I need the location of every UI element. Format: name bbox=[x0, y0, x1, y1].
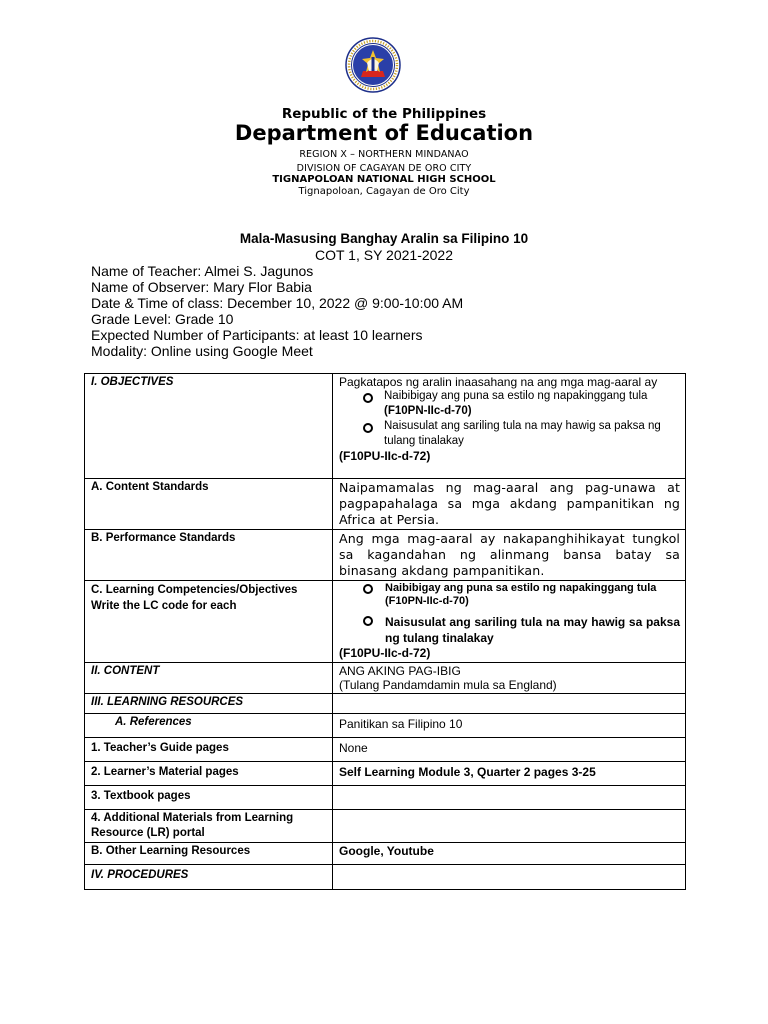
lesson-plan-table bbox=[84, 373, 686, 890]
competency-item bbox=[339, 582, 680, 608]
teacher-name: Name of Teacher: Almei S. Jagunos bbox=[91, 263, 314, 279]
table-row bbox=[85, 865, 686, 890]
lesson-plan-subtitle: COT 1, SY 2021-2022 bbox=[314, 247, 454, 263]
table-row bbox=[85, 810, 686, 843]
competency-text: Naibibigay ang puna sa estilo ng napakinggang tula bbox=[385, 582, 657, 594]
learners-material-label: 2. Learner’s Material pages bbox=[91, 766, 239, 778]
objective-code: (F10PN-IIc-d-70) bbox=[384, 405, 472, 417]
bullet-icon bbox=[363, 393, 373, 403]
table-row bbox=[85, 843, 686, 865]
school-address: Tignapoloan, Cagayan de Oro City bbox=[298, 186, 470, 197]
competency-item bbox=[339, 614, 680, 646]
competency-code: (F10PN-IIc-d-70) bbox=[385, 595, 469, 607]
content-label: II. CONTENT bbox=[91, 665, 160, 677]
teachers-guide-value: None bbox=[339, 741, 368, 755]
procedures-label: IV. PROCEDURES bbox=[91, 869, 189, 881]
region-line: REGION X – NORTHERN MINDANAO bbox=[299, 149, 469, 160]
objective-code: (F10PU-IIc-d-72) bbox=[339, 449, 431, 463]
learners-material-value: Self Learning Module 3, Quarter 2 pages 3-25 bbox=[339, 765, 596, 779]
school-name: TIGNAPOLOAN NATIONAL HIGH SCHOOL bbox=[272, 174, 496, 185]
bullet-icon bbox=[363, 423, 373, 433]
content-standards-value: Naipamamalas ng mag-aaral ang pag-unawa at pagpapahalaga sa mga akdang pampanitikan ng Africa at Persia. bbox=[339, 480, 680, 527]
objective-text: Naibibigay ang puna sa estilo ng napakinggang tula bbox=[384, 390, 648, 402]
table-row bbox=[85, 663, 686, 694]
references-value: Panitikan sa Filipino 10 bbox=[339, 717, 463, 731]
content-subtitle: (Tulang Pandamdamin mula sa England) bbox=[339, 678, 557, 692]
table-row bbox=[85, 374, 686, 479]
table-row bbox=[85, 479, 686, 530]
learning-resources-label: III. LEARNING RESOURCES bbox=[91, 696, 244, 708]
deped-seal-logo bbox=[345, 37, 401, 93]
bullet-icon bbox=[363, 616, 373, 626]
table-row bbox=[85, 762, 686, 786]
other-resources-value: Google, Youtube bbox=[339, 844, 434, 858]
department-heading: Department of Education bbox=[234, 121, 534, 145]
content-standards-label: A. Content Standards bbox=[91, 481, 209, 493]
references-label: A. References bbox=[115, 716, 192, 728]
table-row bbox=[85, 786, 686, 810]
table-row bbox=[85, 694, 686, 714]
competency-text: Naisusulat ang sariling tula na may hawig sa paksa ng tulang tinalakay bbox=[385, 615, 680, 645]
bullet-icon bbox=[363, 584, 373, 594]
class-datetime: Date & Time of class: December 10, 2022 @ 9:00-10:00 AM bbox=[91, 295, 464, 311]
table-row bbox=[85, 738, 686, 762]
division-line: DIVISION OF CAGAYAN DE ORO CITY bbox=[296, 163, 472, 174]
modality: Modality: Online using Google Meet bbox=[91, 343, 313, 359]
performance-standards-label: B. Performance Standards bbox=[91, 532, 236, 544]
republic-heading: Republic of the Philippines bbox=[281, 106, 487, 122]
grade-level: Grade Level: Grade 10 bbox=[91, 311, 234, 327]
observer-name: Name of Observer: Mary Flor Babia bbox=[91, 279, 312, 295]
teachers-guide-label: 1. Teacher’s Guide pages bbox=[91, 742, 229, 754]
other-resources-label: B. Other Learning Resources bbox=[91, 845, 251, 857]
objective-item bbox=[339, 419, 680, 449]
class-info bbox=[91, 263, 463, 359]
lesson-plan-title: Mala-Masusing Banghay Aralin sa Filipino 10 bbox=[239, 231, 529, 246]
textbook-label: 3. Textbook pages bbox=[91, 790, 191, 802]
table-row bbox=[85, 714, 686, 738]
competencies-label: C. Learning Competencies/Objectives Write the LC code for each bbox=[91, 584, 298, 612]
objectives-intro: Pagkatapos ng aralin inaasahang na ang mga mag-aaral ay bbox=[339, 375, 658, 389]
content-title: ANG AKING PAG-IBIG bbox=[339, 664, 461, 678]
objective-item bbox=[339, 389, 680, 419]
performance-standards-value: Ang mga mag-aaral ay nakapanghihikayat tungkol sa kagandahan ng alinmang bansa batay sa binasang akdang pampanitikan. bbox=[339, 531, 680, 578]
objectives-label: I. OBJECTIVES bbox=[91, 376, 174, 388]
expected-participants: Expected Number of Participants: at least 10 learners bbox=[91, 327, 423, 343]
competency-code: (F10PU-IIc-d-72) bbox=[339, 646, 431, 660]
objective-text: Naisusulat ang sariling tula na may hawig sa paksa ng tulang tinalakay bbox=[384, 420, 661, 447]
table-row bbox=[85, 581, 686, 663]
additional-materials-label: 4. Additional Materials from Learning Resource (LR) portal bbox=[91, 812, 294, 839]
table-row bbox=[85, 530, 686, 581]
